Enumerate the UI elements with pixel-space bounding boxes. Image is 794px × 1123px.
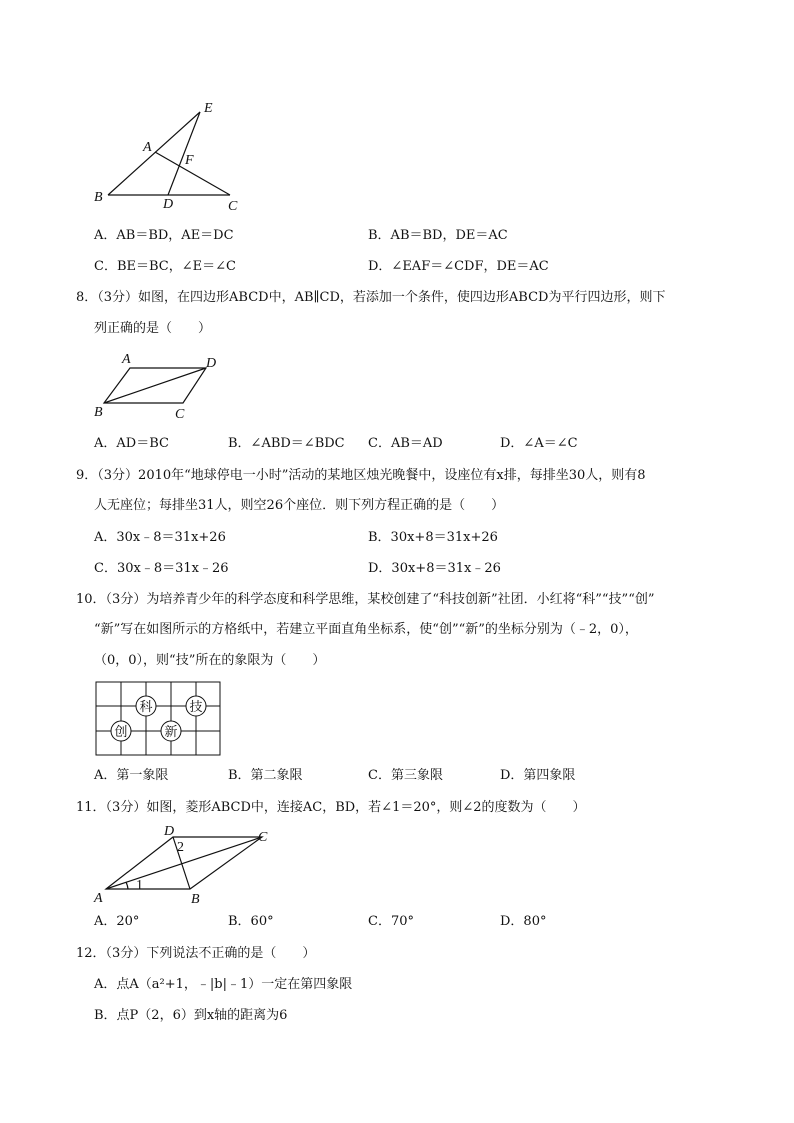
q11-option-d: D．80° <box>500 914 547 929</box>
fig7-label-d: D <box>163 197 174 212</box>
q11-stem-line1: 11．（3分）如图，菱形ABCD中，连接AC，BD，若∠1＝20°，则∠2的度数为（ ） <box>76 800 586 815</box>
fig11-label-c: C <box>258 830 268 845</box>
q11-option-a: A．20° <box>94 914 140 929</box>
grid-char-ji: 技 <box>189 700 203 715</box>
fig11-label-b: B <box>191 892 200 906</box>
q10-option-d: D．第四象限 <box>500 768 576 783</box>
q11-option-b: B．60° <box>228 914 274 929</box>
q9-stem-line2: 人无座位；每排坐31人，则空26个座位．则下列方程正确的是（ ） <box>94 498 505 513</box>
q8-stem-line1: 8．（3分）如图，在四边形ABCD中，AB∥CD，若添加一个条件，使四边形ABCD为平行四边形，则下 <box>76 290 666 305</box>
q9-option-a: A．30x﹣8＝31x+26 <box>94 530 226 545</box>
q9-option-d: D．30x+8＝31x﹣26 <box>368 561 501 576</box>
fig11-label-d: D <box>164 824 175 839</box>
q9-option-b: B．30x+8＝31x+26 <box>368 530 498 545</box>
fig11-angle-2: 2 <box>177 840 184 855</box>
q10-option-a: A．第一象限 <box>94 768 169 783</box>
q9-option-c: C．30x﹣8＝31x﹣26 <box>94 561 229 576</box>
q10-stem-line1: 10．（3分）为培养青少年的科学态度和科学思维，某校创建了“科技创新”社团．小红将“科”“技”“创” <box>76 592 655 607</box>
grid-char-xin: 新 <box>164 725 178 740</box>
grid-char-chuang: 创 <box>114 725 128 740</box>
fig7-label-e: E <box>204 101 213 116</box>
q12-option-a: A．点A（a²+1，﹣|b|﹣1）一定在第四象限 <box>94 977 353 992</box>
q9-stem-line1: 9．（3分）2010年“地球停电一小时”活动的某地区烛光晚餐中，设座位有x排，每排坐30人，则有8 <box>76 468 646 483</box>
fig11-angle-1: 1 <box>136 878 143 893</box>
fig8-label-c: C <box>175 407 185 422</box>
q12-stem-line1: 12．（3分）下列说法不正确的是（ ） <box>76 946 316 961</box>
fig8-label-b: B <box>94 405 103 420</box>
q10-option-c: C．第三象限 <box>368 768 443 783</box>
q8-option-b: B．∠ABD＝∠BDC <box>228 436 345 451</box>
q11-rhombus-figure <box>88 822 278 906</box>
q10-grid-figure <box>94 680 224 758</box>
q8-stem-line2: 列正确的是（ ） <box>94 321 212 336</box>
fig7-label-a: A <box>143 140 152 155</box>
q8-parallelogram-figure <box>88 346 228 422</box>
q7-triangle-figure <box>88 98 248 216</box>
fig7-label-b: B <box>94 190 103 205</box>
q7-option-c: C．BE＝BC，∠E＝∠C <box>94 259 236 274</box>
q10-option-b: B．第二象限 <box>228 768 303 783</box>
q7-option-b: B．AB＝BD，DE＝AC <box>368 228 508 243</box>
q12-option-b: B．点P（2，6）到x轴的距离为6 <box>94 1008 288 1023</box>
q10-stem-line3: （0，0），则“技”所在的象限为（ ） <box>94 653 326 668</box>
fig8-label-d: D <box>206 356 217 371</box>
q8-option-d: D．∠A＝∠C <box>500 436 578 451</box>
q7-option-a: A．AB＝BD，AE＝DC <box>94 228 234 243</box>
q8-option-c: C．AB＝AD <box>368 436 443 451</box>
q8-option-a: A．AD＝BC <box>94 436 169 451</box>
fig7-label-c: C <box>228 199 238 214</box>
fig7-label-f: F <box>185 153 194 168</box>
fig8-label-a: A <box>122 352 131 367</box>
q10-stem-line2: “新”写在如图所示的方格纸中，若建立平面直角坐标系，使“创”“新”的坐标分别为（﹣2，0）， <box>94 622 638 637</box>
fig11-label-a: A <box>94 891 103 906</box>
q7-option-d: D．∠EAF＝∠CDF，DE＝AC <box>368 259 549 274</box>
grid-char-ke: 科 <box>139 700 153 715</box>
q11-option-c: C．70° <box>368 914 414 929</box>
